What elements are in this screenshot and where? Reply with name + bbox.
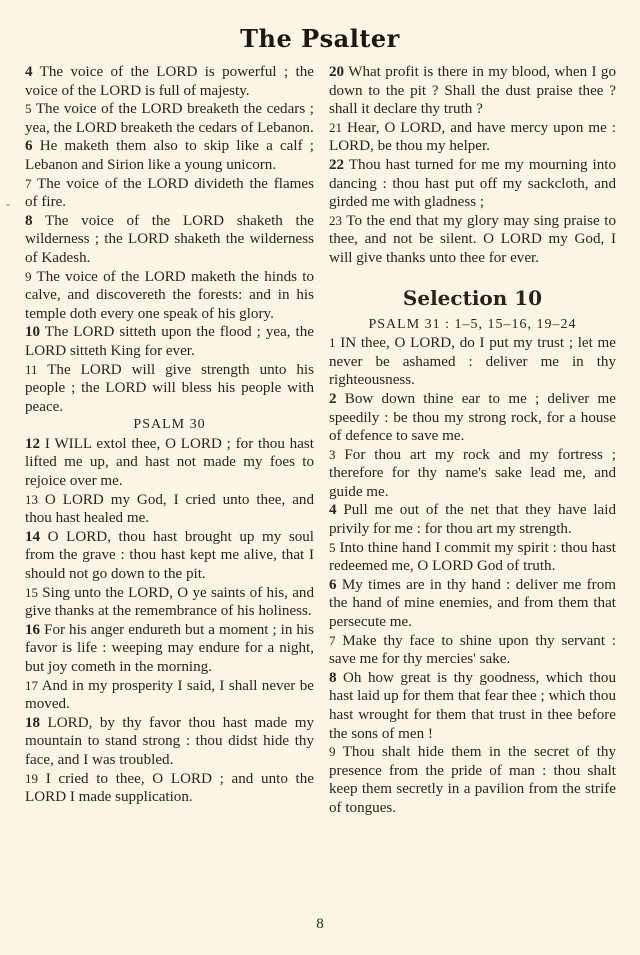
verse-number: 12: [25, 435, 41, 452]
verse: [25, 361, 314, 417]
verse-number: 7: [329, 632, 336, 648]
psalm30-heading: PSALM 30: [133, 417, 206, 433]
verse-number: 5: [329, 539, 336, 555]
verse-text: Make thy face to shine upon thy servant : save me for thy mercies' sake.: [329, 632, 616, 668]
verse-text: I WILL extol thee, O LORD ; for thou hast lifted me up, and hast not made my foes to rejoice over me.: [25, 435, 314, 490]
verse-number: 15: [25, 584, 38, 600]
verse: [329, 669, 616, 743]
verse-number: 14: [25, 528, 41, 545]
verse: [25, 435, 314, 491]
verse-text: O LORD, thou hast brought up my soul from the grave : thou hast kept me alive, that I should not go down to the pit.: [25, 528, 314, 583]
verse-number: 16: [25, 621, 41, 638]
selection-title: Selection 10: [402, 285, 543, 310]
verse-number: 2: [329, 390, 337, 407]
verse-number: 18: [25, 714, 41, 731]
verse-number: 4: [329, 502, 337, 519]
verse: [329, 539, 616, 576]
verse-text: To the end that my glory may sing praise to thee, and not be silent. O LORD my God, I will give thanks unto thee for ever.: [329, 212, 616, 266]
page-number: 8: [316, 916, 324, 932]
verse: [329, 743, 616, 817]
verse: [25, 212, 314, 268]
verse-text: Oh how great is thy goodness, which thou hast laid up for them that fear thee ; which thou hast wrought for them that trust in thee before the sons of men !: [329, 669, 616, 742]
psalm29-verses: [25, 63, 314, 416]
verse-number: 6: [25, 138, 33, 155]
verse-number: 5: [25, 101, 32, 117]
verse-text: The LORD will give strength unto his people ; the LORD will bless his people with peace.: [25, 361, 314, 415]
verse-text: For thou art my rock and my fortress ; therefore for thy name's sake lead me, and guide me.: [329, 446, 616, 500]
psalm30-continued-verses: [329, 63, 616, 268]
verse-text: He maketh them also to skip like a calf ; Lebanon and Sirion like a young unicorn.: [25, 138, 314, 173]
verse-text: And in my prosperity I said, I shall never be moved.: [25, 677, 314, 713]
verse-number: 3: [329, 446, 336, 462]
page-header-title: The Psalter: [240, 24, 400, 53]
verse-text: For his anger endureth but a moment ; in his favor is life : weeping may endure for a night, but joy cometh in the morning.: [25, 621, 314, 675]
verse-text: The voice of the LORD shaketh the wilderness ; the LORD shaketh the wilderness of Kadesh.: [25, 212, 314, 266]
verse-text: The voice of the LORD breaketh the cedars ; yea, the LORD breaketh the cedars of Lebanon.: [25, 101, 314, 136]
verse-number: 1: [329, 335, 336, 351]
verse-text: O LORD my God, I cried unto thee, and thou hast healed me.: [25, 491, 314, 527]
verse: [25, 175, 314, 212]
verse: [25, 584, 314, 621]
verse-number: 17: [25, 677, 38, 693]
verse: [25, 323, 314, 360]
verse: [25, 770, 314, 807]
verse: [25, 621, 314, 677]
selection-verses: [329, 334, 616, 817]
verse-number: 8: [329, 669, 337, 686]
verse-number: 4: [25, 64, 33, 80]
verse: [329, 156, 616, 212]
verse-text: LORD, by thy favor thou hast made my mountain to stand strong : thou didst hide thy face, and I was troubled.: [25, 714, 314, 768]
verse-number: 22: [329, 156, 345, 173]
verse-number: 19: [25, 770, 38, 786]
verse: [25, 491, 314, 528]
verse-text: The LORD sitteth upon the flood ; yea, the LORD sitteth King for ever.: [25, 324, 314, 359]
margin-mark: -: [6, 197, 10, 211]
verse-number: 6: [329, 576, 337, 593]
verse-text: The voice of the LORD is powerful ; the voice of the LORD is full of majesty.: [25, 64, 314, 99]
verse-number: 9: [25, 268, 32, 284]
verse-number: 20: [329, 64, 345, 80]
verse-number: 21: [329, 119, 342, 135]
verse-number: 7: [25, 175, 32, 191]
verse-number: 9: [329, 744, 336, 760]
verse-text: Sing unto the LORD, O ye saints of his, and give thanks at the remembrance of his holiness.: [25, 584, 314, 620]
verse: [25, 528, 314, 584]
verse-number: 8: [25, 212, 33, 229]
verse-text: What profit is there in my blood, when I go down to the pit ? Shall the dust praise thee ? shall it declare thy truth ?: [329, 64, 616, 118]
left-column: [25, 63, 314, 807]
verse: [25, 100, 314, 137]
psalm30-verses: [25, 435, 314, 807]
verse: [329, 501, 616, 538]
verse: [329, 212, 616, 268]
verse: [329, 446, 616, 502]
verse: [25, 714, 314, 770]
verse: [25, 137, 314, 174]
verse: [329, 63, 616, 119]
right-column: [329, 63, 616, 818]
verse-text: The voice of the LORD maketh the hinds to calve, and discovereth the forests: and in his temple doth every one speak of his glory.: [25, 268, 314, 322]
verse: [329, 390, 616, 446]
verse-text: IN thee, O LORD, do I put my trust ; let me never be ashamed : deliver me in thy righteousness.: [329, 335, 616, 389]
verse-text: Into thine hand I commit my spirit : thou hast redeemed me, O LORD God of truth.: [329, 539, 616, 575]
verse-number: 13: [25, 491, 38, 507]
selection-reference: PSALM 31 : 1–5, 15–16, 19–24: [368, 316, 577, 332]
verse: [329, 334, 616, 390]
verse-number: 23: [329, 212, 342, 228]
verse-text: Hear, O LORD, and have mercy upon me : LORD, be thou my helper.: [329, 119, 616, 155]
verse-number: 10: [25, 324, 41, 341]
verse: [25, 268, 314, 324]
verse-text: Thou hast turned for me my mourning into dancing : thou hast put off my sackcloth, and girded me with gladness ;: [329, 156, 616, 211]
verse: [329, 576, 616, 632]
verse: [25, 63, 314, 100]
verse-text: I cried to thee, O LORD ; and unto the LORD I made supplication.: [25, 770, 314, 806]
verse-number: 11: [25, 361, 38, 377]
verse-text: Thou shalt hide them in the secret of thy presence from the pride of man : thou shalt keep them secretly in a pavilion from the strife of tongues.: [329, 744, 616, 816]
verse-text: Pull me out of the net that they have laid privily for me : for thou art my strength.: [329, 502, 616, 538]
verse-text: My times are in thy hand : deliver me from the hand of mine enemies, and from them that persecute me.: [329, 576, 616, 631]
verse-text: The voice of the LORD divideth the flames of fire.: [25, 175, 314, 211]
verse: [329, 632, 616, 669]
verse-text: Bow down thine ear to me ; deliver me speedily : be thou my strong rock, for a house of defence to save me.: [329, 390, 616, 445]
verse: [329, 119, 616, 156]
verse: [25, 677, 314, 714]
